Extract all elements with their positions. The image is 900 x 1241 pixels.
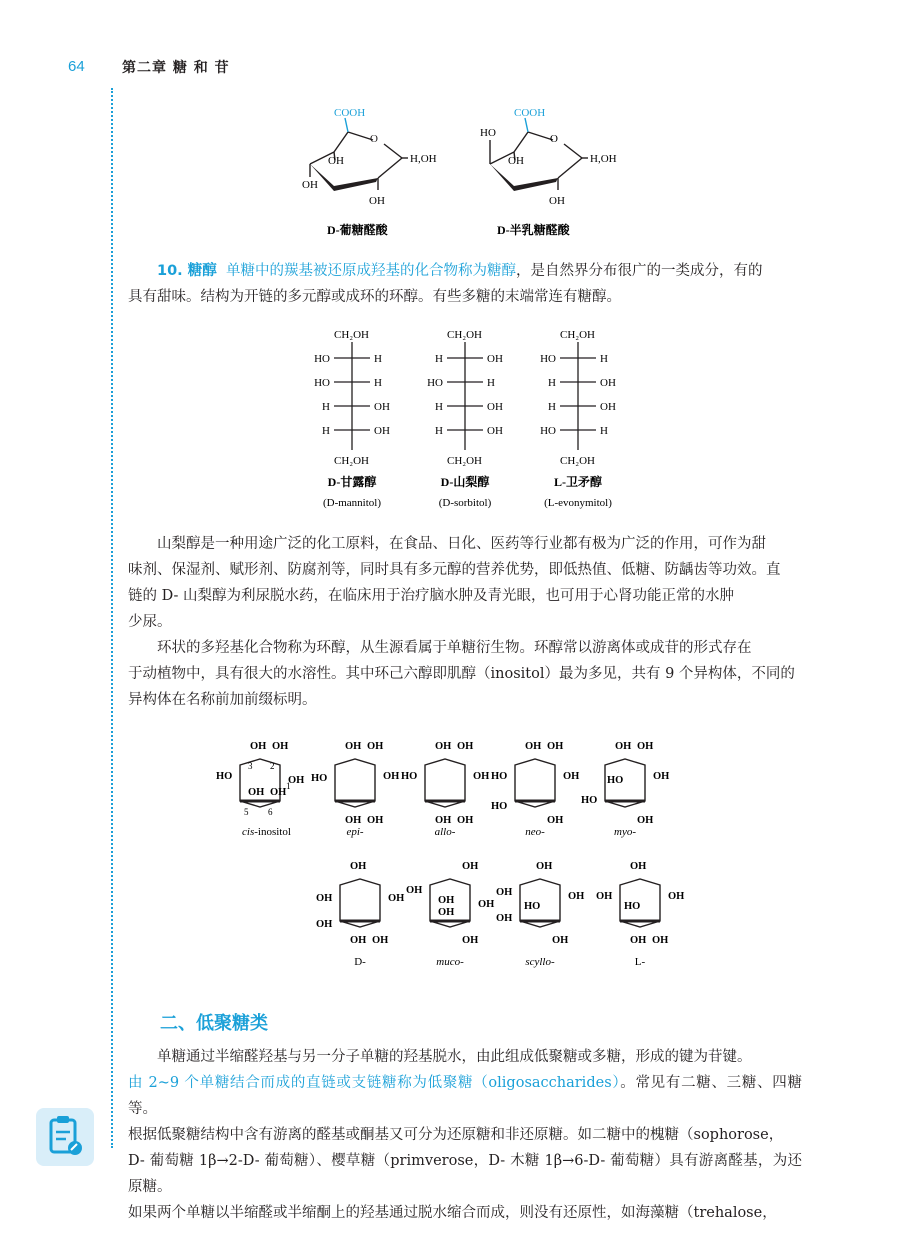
galacturonic-cooh: COOH: [514, 107, 546, 119]
galacturonic-oh-2: OH: [549, 195, 565, 207]
inositol-isomer-0: [216, 741, 304, 838]
galacturonic-acid-structure: [490, 118, 588, 191]
inositol-substituent: OH: [438, 895, 455, 906]
para3-line-3: 根据低聚糖结构中含有游离的醛基或酮基又可分为还原糖和非还原糖。如二糖中的槐糖（sophorose，: [128, 1127, 784, 1143]
inositol-substituent: OH: [462, 861, 479, 872]
fischer-bottom-label: CH₂OH: [447, 455, 483, 467]
section-10-definition: 单糖中的羰基被还原成羟基的化合物称为糖醇: [225, 263, 516, 279]
fischer-name: D-山梨醇: [440, 475, 490, 489]
fischer-left-label: H: [548, 401, 556, 413]
inositol-substituent: OH: [478, 899, 495, 910]
inositol-name: epi-: [346, 826, 364, 838]
galacturonic-oh-1: OH: [508, 155, 524, 167]
fischer-top-label: CH₂OH: [334, 329, 370, 341]
inositol-name: muco-: [436, 956, 464, 968]
fischer-right-label: OH: [374, 425, 390, 437]
inositol-substituent: OH: [615, 741, 632, 752]
inositol-substituent: OH: [345, 741, 362, 752]
inositol-substituent: OH: [367, 741, 384, 752]
fischer-2: [540, 329, 616, 509]
section-10-number: 10. 糖醇: [157, 263, 217, 279]
inositol-substituent: OH: [272, 741, 289, 752]
inositol-substituent: OH: [652, 935, 669, 946]
inositol-isomer-5: [316, 861, 404, 968]
svg-text:O: O: [550, 133, 558, 145]
fischer-left-label: HO: [427, 377, 443, 389]
inositol-substituent: HO: [491, 801, 508, 812]
inositol-substituent: HO: [401, 771, 418, 782]
fischer-name: D-甘露醇: [327, 475, 377, 489]
margin-dotted-line: [111, 88, 113, 1148]
para2-line-2: 于动植物中，具有很大的水溶性。其中环己六醇即肌醇（inositol）最为多见，共有 9 个异构体，不同的: [128, 666, 795, 682]
inositol-substituent: OH: [367, 815, 384, 826]
inositol-substituent: OH: [383, 771, 400, 782]
inositol-isomer-7: [496, 861, 584, 968]
inositol-substituent: HO: [607, 775, 624, 786]
fischer-right-label: H: [487, 377, 495, 389]
inositol-name: neo-: [525, 826, 545, 838]
inositol-substituent: OH: [350, 935, 367, 946]
fischer-latin-name: (D-sorbitol): [438, 497, 492, 509]
fischer-top-label: CH₂OH: [447, 329, 483, 341]
para3-line-4: D- 葡萄糖 1β→2-D- 葡萄糖）、樱草糖（primverose，D- 木糖 1β→6-D- 葡萄糖）具有游离醛基，为还原糖。: [128, 1153, 802, 1195]
inositol-isomer-2: [401, 741, 489, 838]
fischer-left-label: H: [322, 401, 330, 413]
section-10-text-1: ，是自然界分布很广的一类成分，有的: [515, 263, 763, 279]
inositol-substituent: OH: [316, 919, 333, 930]
fischer-left-label: H: [435, 401, 443, 413]
sugar-alcohol-fischer-projections: [300, 322, 640, 514]
inositol-substituent: OH: [462, 935, 479, 946]
fischer-1: [427, 329, 503, 509]
inositol-isomer-4: [581, 741, 669, 838]
inositol-substituent: OH: [630, 861, 647, 872]
fischer-left-label: H: [435, 425, 443, 437]
inositol-substituent: OH: [473, 771, 490, 782]
inositol-substituent: OH: [345, 815, 362, 826]
glucuronic-oh-2: OH: [302, 179, 318, 191]
cyclitol-paragraph: [128, 635, 802, 713]
fischer-right-label: H: [600, 425, 608, 437]
inositol-substituent: OH: [457, 815, 474, 826]
fischer-left-label: HO: [540, 353, 556, 365]
inositol-substituent: OH: [536, 861, 553, 872]
inositol-isomer-3: [491, 741, 579, 838]
para1-line-4: 少尿。: [128, 614, 172, 630]
glucuronic-oh-3: OH: [369, 195, 385, 207]
fischer-top-label: CH₂OH: [560, 329, 596, 341]
fischer-0: [314, 329, 390, 509]
inositol-name: scyllo-: [525, 956, 555, 968]
fischer-right-label: H: [374, 377, 382, 389]
inositol-name: allo-: [434, 826, 456, 838]
inositol-name: myo-: [614, 826, 636, 838]
section-10-text-2: 具有甜味。结构为开链的多元醇或成环的环醇。有些多糖的末端常连有糖醇。: [128, 289, 621, 305]
inositol-substituent: OH: [668, 891, 685, 902]
fischer-bottom-label: CH₂OH: [334, 455, 370, 467]
inositol-substituent: OH: [435, 815, 452, 826]
inositol-name: D-: [354, 956, 366, 968]
inositol-isomer-6: [406, 861, 494, 968]
inositol-substituent: OH: [637, 815, 654, 826]
para3-line-1: 单糖通过半缩醛羟基与另一分子单糖的羟基脱水，由此组成低聚糖或多糖，形成的键为苷键。: [157, 1049, 752, 1065]
fischer-bottom-label: CH₂OH: [560, 455, 596, 467]
svg-text:O: O: [370, 133, 378, 145]
oligosaccharide-paragraph: [128, 1044, 802, 1226]
cis-ring-number: 1: [286, 781, 291, 791]
fischer-left-label: H: [322, 425, 330, 437]
inositol-substituent: OH: [496, 887, 513, 898]
fischer-right-label: OH: [600, 401, 616, 413]
fischer-left-label: HO: [540, 425, 556, 437]
inositol-name: cis-inositol: [242, 826, 291, 838]
inositol-substituent: OH: [630, 935, 647, 946]
inositol-substituent: OH: [388, 893, 405, 904]
glucuronic-oh-1: OH: [328, 155, 344, 167]
inositol-substituent: OH: [438, 907, 455, 918]
para2-line-1: 环状的多羟基化合物称为环醇，从生源看属于单糖衍生物。环醇常以游离体或成苷的形式存在: [157, 640, 752, 656]
note-icon: [36, 1108, 94, 1166]
inositol-substituent: OH: [496, 913, 513, 924]
para1-line-3: 链的 D- 山梨醇为利尿脱水药，在临床用于治疗脑水肿及青光眼，也可用于心肾功能正常的水肿: [128, 588, 735, 604]
fischer-latin-name: (L-evonymitol): [544, 497, 612, 509]
glucuronic-anomeric: H,OH: [410, 153, 437, 165]
inositol-substituent: HO: [581, 795, 598, 806]
para1-line-2: 味剂、保湿剂、赋形剂、防腐剂等，同时具有多元醇的营养优势，即低热值、低糖、防龋齿等功效。直: [128, 562, 781, 578]
fischer-right-label: H: [600, 353, 608, 365]
fischer-right-label: OH: [374, 401, 390, 413]
fischer-left-label: HO: [314, 353, 330, 365]
chapter-title: 第二章 糖 和 苷: [122, 60, 230, 76]
para1-line-1: 山梨醇是一种用途广泛的化工原料，在食品、日化、医药等行业都有极为广泛的作用，可作为甜: [157, 536, 766, 552]
fischer-right-label: OH: [600, 377, 616, 389]
galacturonic-anomeric: H,OH: [590, 153, 617, 165]
cis-ring-number: 2: [270, 761, 275, 771]
oligosaccharide-definition: 由 2~9 个单糖结合而成的直链或支链糖称为低聚糖（oligosaccharides）: [128, 1075, 621, 1091]
inositol-isomer-1: [311, 741, 399, 838]
fischer-left-label: H: [548, 377, 556, 389]
fischer-right-label: H: [374, 353, 382, 365]
inositol-substituent: OH: [457, 741, 474, 752]
inositol-substituent: OH: [250, 741, 267, 752]
fischer-name: L-卫矛醇: [553, 475, 603, 489]
para3-line-5: 如果两个单糖以半缩醛或半缩酮上的羟基通过脱水缩合而成，则没有还原性，如海藻糖（trehalose，: [128, 1205, 777, 1221]
inositol-substituent: OH: [270, 787, 287, 798]
glucuronic-cooh: COOH: [334, 107, 366, 119]
fischer-left-label: H: [435, 353, 443, 365]
inositol-substituent: OH: [653, 771, 670, 782]
fischer-latin-name: (D-mannitol): [322, 497, 382, 509]
para3-line-2-rest: 。常见有二糖、三糖、四糖等。: [128, 1075, 802, 1117]
galacturonic-name: D-半乳糖醛酸: [497, 223, 570, 237]
para2-line-3: 异构体在名称前加前缀标明。: [128, 692, 317, 708]
inositol-isomers: [210, 725, 720, 975]
inositol-substituent: OH: [547, 741, 564, 752]
section-oligosaccharides-title: 二、低聚糖类: [160, 1013, 268, 1034]
fischer-left-label: HO: [314, 377, 330, 389]
inositol-substituent: OH: [406, 885, 423, 896]
inositol-substituent: HO: [491, 771, 508, 782]
inositol-name: L-: [634, 956, 646, 968]
sorbitol-paragraph: [128, 531, 802, 635]
inositol-substituent: OH: [316, 893, 333, 904]
inositol-substituent: OH: [547, 815, 564, 826]
cis-ring-number: 5: [244, 807, 249, 817]
inositol-substituent: OH: [435, 741, 452, 752]
inositol-substituent: OH: [372, 935, 389, 946]
inositol-substituent: OH: [563, 771, 580, 782]
cis-ring-number: 3: [248, 761, 253, 771]
inositol-substituent: HO: [216, 771, 233, 782]
inositol-substituent: OH: [568, 891, 585, 902]
inositol-substituent: HO: [311, 773, 328, 784]
inositol-substituent: OH: [637, 741, 654, 752]
page-number: 64: [68, 58, 85, 75]
glucuronic-name: D-葡糖醛酸: [327, 223, 388, 237]
galacturonic-ho: HO: [480, 127, 496, 139]
fischer-right-label: OH: [487, 353, 503, 365]
inositol-substituent: OH: [525, 741, 542, 752]
inositol-substituent: HO: [624, 901, 641, 912]
cis-ring-number: 6: [268, 807, 273, 817]
inositol-substituent: HO: [524, 901, 541, 912]
inositol-substituent: OH: [596, 891, 613, 902]
inositol-substituent: OH: [552, 935, 569, 946]
inositol-substituent: OH: [288, 775, 305, 786]
sugar-acid-structures: [290, 100, 630, 245]
fischer-right-label: OH: [487, 401, 503, 413]
inositol-isomer-8: [596, 861, 684, 968]
inositol-substituent: OH: [350, 861, 367, 872]
glucuronic-acid-structure: [310, 118, 408, 191]
inositol-substituent: OH: [248, 787, 265, 798]
fischer-right-label: OH: [487, 425, 503, 437]
section-10-paragraph: [128, 258, 802, 310]
